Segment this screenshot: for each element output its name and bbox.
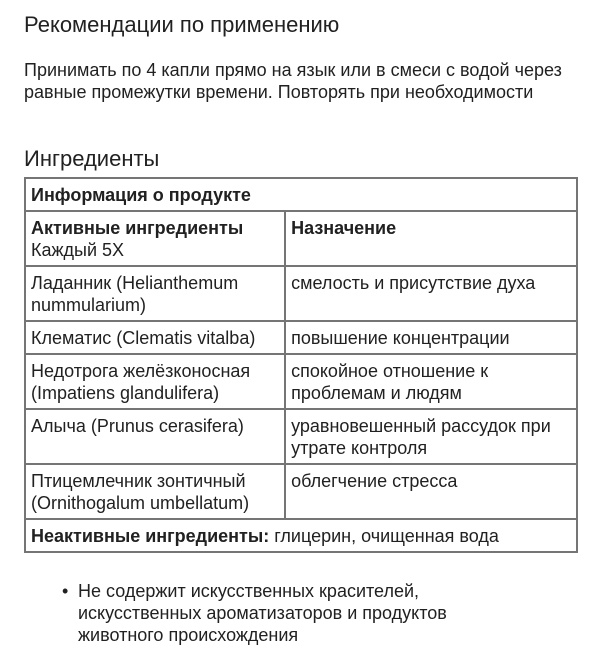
purpose-cell: уравновешенный рассудок при утрате контроля	[285, 409, 577, 464]
table-row	[25, 321, 577, 354]
table-caption-row	[25, 178, 577, 211]
ingredient-cell: Алыча (Prunus cerasifera)	[25, 409, 285, 464]
ingredient-cell: Птицемлечник зонтичный (Ornithogalum umbellatum)	[25, 464, 285, 519]
table-row	[25, 464, 577, 519]
note-text: Не содержит искусственных красителей, искусственных ароматизаторов и продуктов животного происхождения	[78, 581, 447, 645]
inactive-ingredients-value: глицерин, очищенная вода	[269, 526, 499, 546]
ingredients-table	[24, 177, 578, 553]
ingredient-cell: Недотрога желёзконосная (Impatiens glandulifera)	[25, 354, 285, 409]
table-row	[25, 354, 577, 409]
inactive-ingredients-label: Неактивные ингредиенты:	[31, 526, 270, 546]
active-ingredients-header	[25, 211, 285, 266]
usage-instructions: Принимать по 4 капли прямо на язык или в смеси с водой через равные промежутки времени. Повторять при необходимости	[24, 60, 562, 102]
purpose-cell: облегчение стресса	[285, 464, 577, 519]
usage-heading: Рекомендации по применению	[24, 12, 340, 37]
bullet-icon: •	[62, 581, 69, 601]
inactive-ingredients-row	[25, 519, 577, 552]
purpose-cell: повышение концентрации	[285, 321, 577, 354]
table-header-row	[25, 211, 577, 266]
purpose-cell: смелость и присутствие духа	[285, 266, 577, 321]
ingredients-heading: Ингредиенты	[24, 146, 160, 171]
notes-list	[24, 580, 518, 646]
table-row	[25, 266, 577, 321]
table-caption: Информация о продукте	[25, 178, 577, 211]
inactive-ingredients-cell	[25, 519, 577, 552]
purpose-cell: спокойное отношение к проблемам и людям	[285, 354, 577, 409]
list-item	[62, 580, 518, 646]
ingredient-cell: Клематис (Clematis vitalba)	[25, 321, 285, 354]
potency-label: Каждый 5X	[31, 240, 125, 260]
ingredient-cell: Ладанник (Helianthemum nummularium)	[25, 266, 285, 321]
active-ingredients-label: Активные ингредиенты	[31, 218, 244, 238]
table-row	[25, 409, 577, 464]
purpose-header: Назначение	[285, 211, 577, 266]
